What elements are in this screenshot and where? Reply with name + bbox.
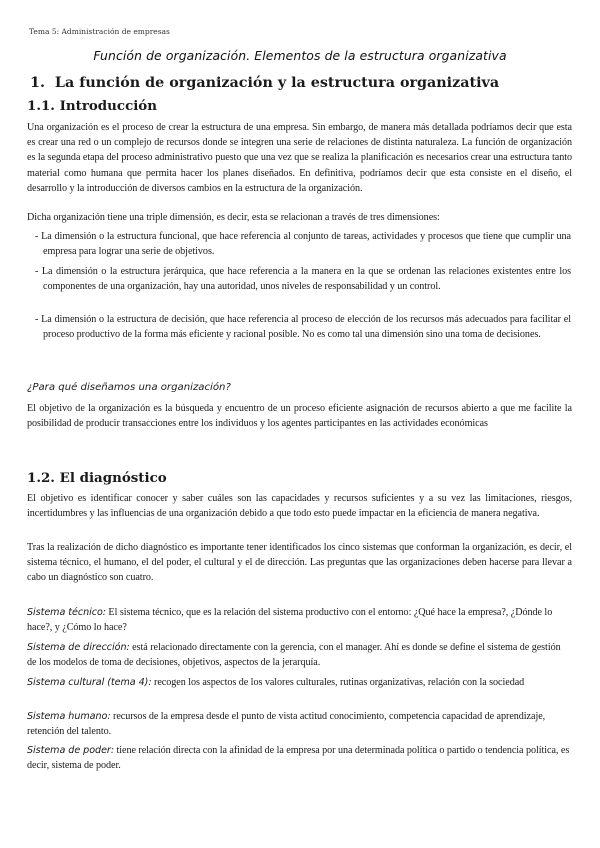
section-1-1-title: Introducción bbox=[59, 98, 157, 114]
system-technical-label: Sistema técnico: bbox=[27, 607, 106, 618]
objective-paragraph: El objetivo de la organización es la búsqueda y encuentro de un proceso eficiente asignación de recursos abierto a que me facilite la posibilidad de producir transacciones entre los individuos y los agentes participantes en las actividades económicas bbox=[27, 403, 572, 430]
section-1-2-heading bbox=[27, 470, 167, 486]
section-1-1-number: 1.1. bbox=[27, 98, 55, 114]
section-1-2-number: 1.2. bbox=[27, 470, 55, 486]
dimension-item-functional: - La dimensión o la estructura funcional, que hace referencia al conjunto de tareas, actividades y procesos que tiene que cumplir una empresa para lograr una serie de objetivos. bbox=[35, 231, 571, 258]
system-human-label: Sistema humano: bbox=[27, 711, 111, 722]
system-cultural-label: Sistema cultural (tema 4): bbox=[27, 677, 152, 688]
section-1-1-heading bbox=[27, 98, 157, 114]
page-header: Tema 5: Administración de empresas bbox=[29, 27, 170, 36]
diagnosis-paragraph-1: El objetivo es identificar conocer y saber cuáles son las capacidades y recursos suficientes y a su vez las limitaciones, riesgos, incertidumbres y las influencias de una organización debido a que todo esto puede impactar en la eficiencia de manera negativa. bbox=[27, 493, 572, 520]
design-question: ¿Para qué diseñamos una organización? bbox=[27, 382, 231, 393]
system-human-text: recursos de la empresa desde el punto de vista actitud conocimiento, competencia capacidad de aprendizaje, retención del talento. bbox=[27, 711, 546, 738]
document-title: Función de organización. Elementos de la estructura organizativa bbox=[93, 48, 507, 63]
section-1-number: 1. bbox=[30, 75, 45, 91]
intro-paragraph-1: Una organización es el proceso de crear la estructura de una empresa. Sin embargo, de manera más detallada podríamos decir que esta es crear una red o un complejo de recursos donde se integren una serie de relaciones de distinta naturaleza. La función de organización es la segunda etapa del proceso administrativo puesto que una vez que se realiza la planificación es necesarios crear una estructura tanto material como humana que permita hacer los planes diseñados. En definitiva, podríamos decir que esta consiste en el diseño, el desarrollo y la introducción de diversos cambios en la estructura de la organización. bbox=[27, 122, 572, 194]
intro-paragraph-2: Dicha organización tiene una triple dimensión, es decir, esta se relacionan a través de tres dimensiones: bbox=[27, 212, 440, 223]
system-power-text: tiene relación directa con la afinidad de la empresa por una determinada política o partido o tendencia política, es decir, sistema de poder. bbox=[27, 745, 570, 772]
section-1-title: La función de organización y la estructura organizativa bbox=[54, 75, 500, 91]
dimension-item-hierarchical: - La dimensión o la estructura jerárquica, que hace referencia a la manera en la que se ordenan las relaciones existentes entre los componentes de una organización, hay una autoridad, unos niveles de responsabilidad y un control. bbox=[35, 266, 571, 293]
system-direction-label: Sistema de dirección: bbox=[27, 642, 130, 653]
system-direction-text: está relacionado directamente con la gerencia, con el manager. Ahí es donde se define el sistema de gestión de los modelos de toma de decisiones, objetivos, aspectos de la jerarquía. bbox=[27, 642, 561, 669]
system-human bbox=[27, 709, 572, 739]
system-power-label: Sistema de poder: bbox=[27, 745, 115, 756]
section-1-2-title: El diagnóstico bbox=[59, 470, 167, 486]
system-technical bbox=[27, 605, 572, 635]
system-cultural-text: recogen los aspectos de los valores culturales, rutinas organizativas, relación con la sociedad bbox=[151, 677, 525, 688]
dimension-item-decision: - La dimensión o la estructura de decisión, que hace referencia al proceso de elección de los recursos más adecuados para facilitar el proceso productivo de la forma más eficiente y racional posible. No es como tal una dimensión sino una toma de decisiones. bbox=[35, 314, 571, 341]
section-1-heading bbox=[30, 75, 499, 91]
diagnosis-paragraph-2: Tras la realización de dicho diagnóstico es importante tener identificados los cinco sistemas que conforman la organización, es decir, el sistema técnico, el humano, el del poder, el cultural y el de dirección. Las preguntas que las organizaciones deben hacerse para llevar a cabo un diagnóstico son cuatro. bbox=[27, 542, 572, 584]
system-direction bbox=[27, 640, 572, 670]
system-power bbox=[27, 743, 572, 773]
system-technical-text: El sistema técnico, que es la relación del sistema productivo con el entorno: ¿Qué hace la empresa?, ¿Dónde lo hace?, y ¿Cómo lo hace? bbox=[27, 607, 553, 634]
system-cultural bbox=[27, 675, 572, 690]
